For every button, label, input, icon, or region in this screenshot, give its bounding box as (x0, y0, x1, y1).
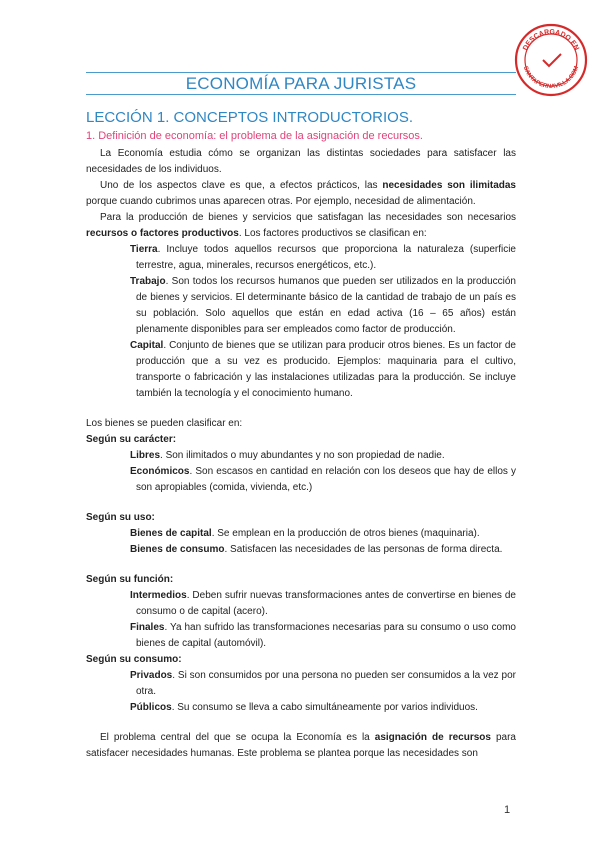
goods-finales: Finales. Ya han sufrido las transformaciones necesarias para su consumo o uso como bienes de capital (automóvil). (130, 622, 516, 649)
goods-intermedios: Intermedios. Deben sufrir nuevas transformaciones antes de convertirse en bienes de consumo o de capital (acero). (130, 590, 516, 617)
group-heading-consumo: Según su consumo: (86, 654, 182, 665)
group-heading-uso: Según su uso: (86, 512, 155, 523)
svg-text:SANTAPERNAVILLA.COM (522, 66, 580, 91)
goods-consumo: Bienes de consumo. Satisfacen las necesidades de las personas de forma directa. (130, 544, 503, 555)
title-rule-bottom (86, 94, 516, 95)
stamp-bottom-text: SANTAPERNAVILLA.COM (521, 65, 581, 91)
factor-capital: Capital. Conjunto de bienes que se utilizan para producir otros bienes. Es un factor de producción que a su vez es producido. Ejemplos: maquinaria para el cultivo, transporte o fabricación y las instalaciones utilizadas para la producción. Se incluye también la tecnología y el conocimiento humano. (130, 340, 516, 399)
goods-capital: Bienes de capital. Se emplean en la producción de otros bienes (maquinaria). (130, 528, 480, 539)
paragraph-factors: Para la producción de bienes y servicios que satisfagan las necesidades son necesarios recursos o factores productivos. Los factores productivos se clasifican en: (86, 212, 516, 239)
title-block (86, 72, 516, 95)
goods-economicos: Económicos. Son escasos en cantidad en relación con los deseos que hay de ellos y son apropiables (comida, vivienda, etc.) (130, 466, 516, 493)
download-stamp (513, 22, 589, 98)
goods-libres: Libres. Son ilimitados o muy abundantes y no son propiedad de nadie. (130, 450, 445, 461)
section-heading: 1. Definición de economía: el problema de la asignación de recursos. (86, 130, 423, 142)
goods-privados: Privados. Si son consumidos por una persona no pueden ser consumidos a la vez por otra. (130, 670, 516, 697)
page-content (86, 108, 516, 762)
stamp-top-text: DESCARGADO EN (522, 28, 580, 52)
paragraph-definition: La Economía estudia cómo se organizan las distintas sociedades para satisfacer las necesidades de los individuos. (86, 148, 516, 175)
factor-tierra: Tierra. Incluye todos aquellos recursos que proporciona la naturaleza (superficie terrestre, agua, minerales, recursos energéticos, etc.). (130, 244, 516, 271)
document-title: ECONOMÍA PARA JURISTAS (185, 74, 417, 93)
goods-intro: Los bienes se pueden clasificar en: (86, 418, 243, 429)
group-heading-funcion: Según su función: (86, 574, 174, 585)
paragraph-resource-allocation: El problema central del que se ocupa la Economía es la asignación de recursos para satisfacer necesidades humanas. Este problema se plantea porque las necesidades son (86, 732, 516, 759)
group-heading-caracter: Según su carácter: (86, 434, 177, 445)
factor-trabajo: Trabajo. Son todos los recursos humanos que pueden ser utilizados en la producción de bienes y servicios. El determinante básico de la cantidad de trabajo de un país es su población. Solo aquellos que están en edad activa (16 – 65 años) están plenamente disponibles para ser empleados como factor de producción. (130, 276, 516, 335)
page-number: 1 (504, 804, 511, 816)
goods-publicos: Públicos. Su consumo se lleva a cabo simultáneamente por varios individuos. (130, 702, 478, 713)
lesson-heading: LECCIÓN 1. CONCEPTOS INTRODUCTORIOS. (86, 109, 413, 126)
paragraph-needs: Uno de los aspectos clave es que, a efectos prácticos, las necesidades son ilimitadas porque cuando cubrimos unas aparecen otras. Por ejemplo, necesidad de alimentación. (86, 180, 516, 207)
